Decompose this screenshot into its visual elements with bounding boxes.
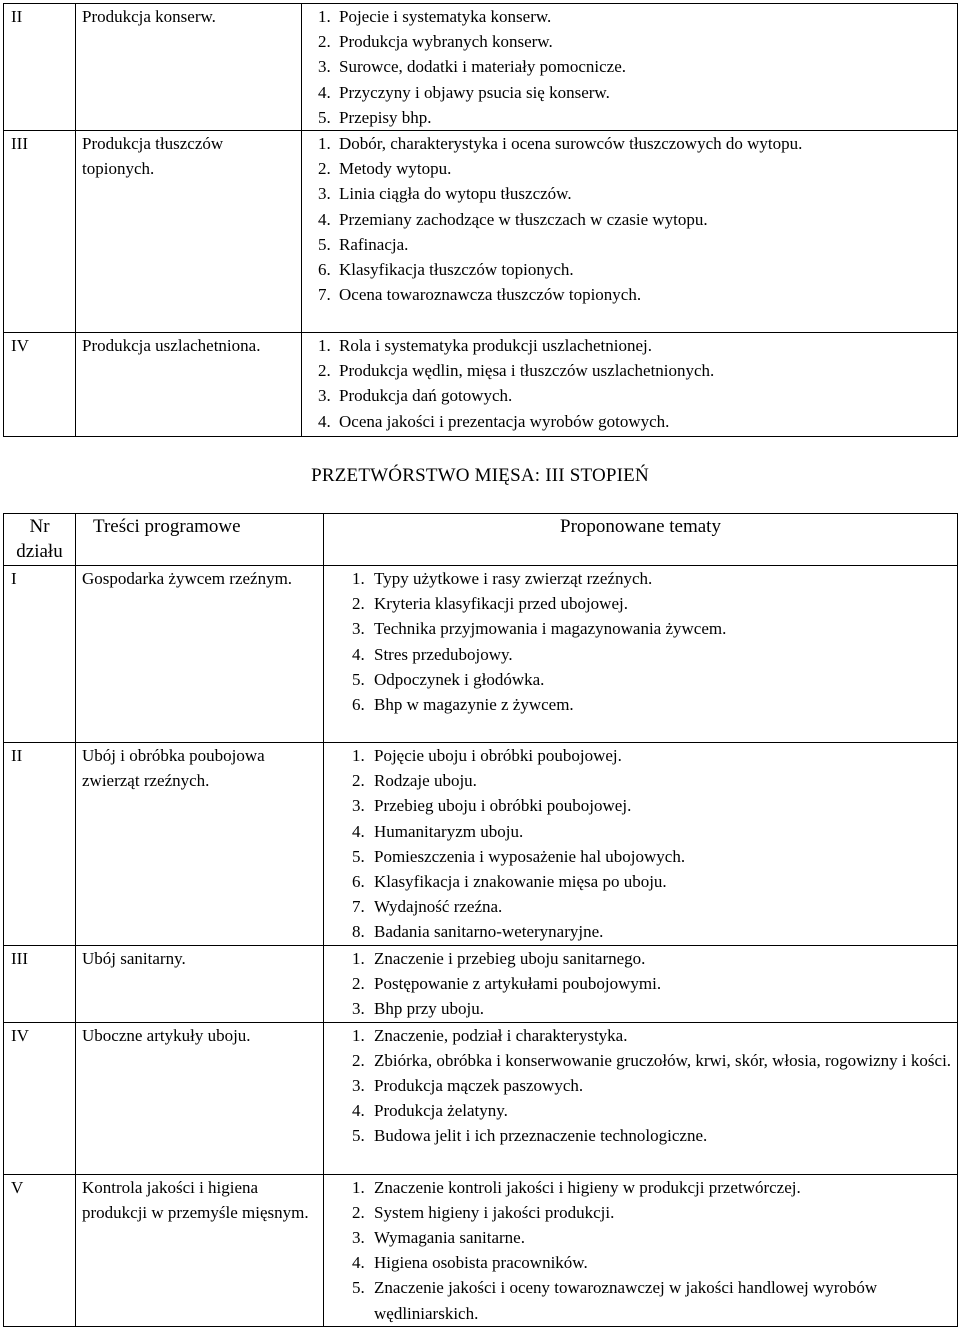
list-item: 3. Technika przyjmowania i magazynowania żywcem. (352, 619, 727, 639)
proposed-topics (302, 333, 958, 437)
proposed-topics (302, 4, 958, 131)
header-nr: Nr działu (4, 514, 76, 566)
list-item: 4. Stres przedubojowy. (352, 644, 513, 664)
list-item: 4. Przyczyny i objawy psucia się konserw. (318, 82, 610, 102)
section-number: IV (4, 333, 76, 437)
program-table (3, 513, 958, 1327)
list-item: 5. Przepisy bhp. (318, 107, 432, 127)
list-item: 3. Wymagania sanitarne. (352, 1228, 525, 1248)
list-item: 4. Produkcja żelatyny. (352, 1101, 508, 1121)
table-row (4, 743, 958, 946)
section-heading: PRZETWÓRSTWO MIĘSA: III STOPIEŃ (311, 465, 649, 486)
section-number: IV (4, 1022, 76, 1174)
table-row (4, 333, 958, 437)
proposed-topics (324, 946, 958, 1023)
proposed-topics (324, 743, 958, 946)
list-item: 2. Kryteria klasyfikacji przed ubojowej. (352, 594, 628, 614)
list-item: 1. Pojęcie uboju i obróbki poubojowej. (352, 746, 622, 765)
list-item: 3. Produkcja dań gotowych. (318, 386, 513, 406)
program-content: Produkcja uszlachetniona. (76, 333, 302, 437)
list-item: 3. Linia ciągła do wytopu tłuszczów. (318, 184, 572, 204)
list-item: 3. Surowce, dodatki i materiały pomocnicze. (318, 57, 627, 77)
list-item: 6. Klasyfikacja tłuszczów topionych. (318, 260, 574, 280)
list-item: 6. Klasyfikacja i znakowanie mięsa po uboju. (352, 872, 667, 892)
list-item: 6. Bhp w magazynie z żywcem. (352, 695, 574, 715)
proposed-topics (324, 1174, 958, 1326)
proposed-topics (324, 1022, 958, 1174)
list-item: 4. Higiena osobista pracowników. (352, 1253, 588, 1273)
list-item: 8. Badania sanitarno-weterynaryjne. (352, 922, 604, 942)
list-item: 3. Bhp przy uboju. (352, 999, 485, 1019)
list-item: 7. Wydajność rzeźna. (352, 897, 503, 917)
list-item: 2. Rodzaje uboju. (352, 771, 477, 791)
list-item: 4. Przemiany zachodzące w tłuszczach w czasie wytopu. (318, 209, 708, 229)
list-item: 1. Typy użytkowe i rasy zwierząt rzeźnych. (352, 569, 653, 588)
table-row (4, 1022, 958, 1174)
list-item: 5. Znaczenie jakości i oceny towaroznawczej w jakości handlowej wyrobów wędliniarskich. (352, 1278, 878, 1323)
program-content: Uboczne artykuły uboju. (76, 1022, 324, 1174)
list-item: 2. System higieny i jakości produkcji. (352, 1202, 615, 1222)
section-number: V (4, 1174, 76, 1326)
list-item: 4. Humanitaryzm uboju. (352, 821, 524, 841)
table-header-row (4, 514, 958, 566)
header-content: Treści programowe (76, 514, 324, 566)
list-item: 1. Pojecie i systematyka konserw. (318, 7, 552, 26)
list-item: 2. Zbiórka, obróbka i konserwowanie gruczołów, krwi, skór, włosia, rogowizny i kości. (352, 1050, 952, 1070)
list-item: 5. Odpoczynek i głodówka. (352, 669, 545, 689)
list-item: 3. Produkcja mączek paszowych. (352, 1076, 584, 1096)
table-row (4, 566, 958, 743)
list-item: 2. Postępowanie z artykułami poubojowymi. (352, 974, 662, 994)
list-item: 5. Rafinacja. (318, 234, 409, 254)
list-item: 2. Metody wytopu. (318, 159, 452, 179)
table-row (4, 4, 958, 131)
program-content: Gospodarka żywcem rzeźnym. (76, 566, 324, 743)
list-item: 1. Dobór, charakterystyka i ocena surowców tłuszczowych do wytopu. (318, 134, 803, 154)
proposed-topics (324, 566, 958, 743)
program-content: Ubój sanitarny. (76, 946, 324, 1023)
section-number: I (4, 566, 76, 743)
table-row (4, 1174, 958, 1326)
list-item: 7. Ocena towaroznawcza tłuszczów topionych. (318, 285, 642, 305)
program-content: Ubój i obróbka poubojowa zwierząt rzeźnych. (76, 743, 324, 946)
list-item: 1. Rola i systematyka produkcji uszlachetnionej. (318, 336, 653, 356)
program-content: Produkcja konserw. (76, 4, 302, 131)
proposed-topics (302, 131, 958, 333)
list-item: 2. Produkcja wybranych konserw. (318, 32, 553, 52)
list-item: 1. Znaczenie i przebieg uboju sanitarnego. (352, 949, 646, 968)
program-content: Kontrola jakości i higiena produkcji w przemyśle mięsnym. (76, 1174, 324, 1326)
list-item: 2. Produkcja wędlin, mięsa i tłuszczów uszlachetnionych. (318, 361, 715, 381)
program-table-continued (3, 3, 958, 437)
list-item: 5. Budowa jelit i ich przeznaczenie technologiczne. (352, 1126, 708, 1146)
section-number: II (4, 743, 76, 946)
list-item: 1. Znaczenie, podział i charakterystyka. (352, 1025, 628, 1045)
table-row (4, 131, 958, 333)
table-row (4, 946, 958, 1023)
program-content: Produkcja tłuszczów topionych. (76, 131, 302, 333)
list-item: 5. Pomieszczenia i wyposażenie hal ubojowych. (352, 846, 686, 866)
section-number: III (4, 946, 76, 1023)
section-number: II (4, 4, 76, 131)
list-item: 4. Ocena jakości i prezentacja wyrobów gotowych. (318, 411, 670, 431)
list-item: 3. Przebieg uboju i obróbki poubojowej. (352, 796, 632, 816)
header-topics: Proponowane tematy (324, 514, 958, 566)
list-item: 1. Znaczenie kontroli jakości i higieny w produkcji przetwórczej. (352, 1177, 801, 1197)
section-number: III (4, 131, 76, 333)
